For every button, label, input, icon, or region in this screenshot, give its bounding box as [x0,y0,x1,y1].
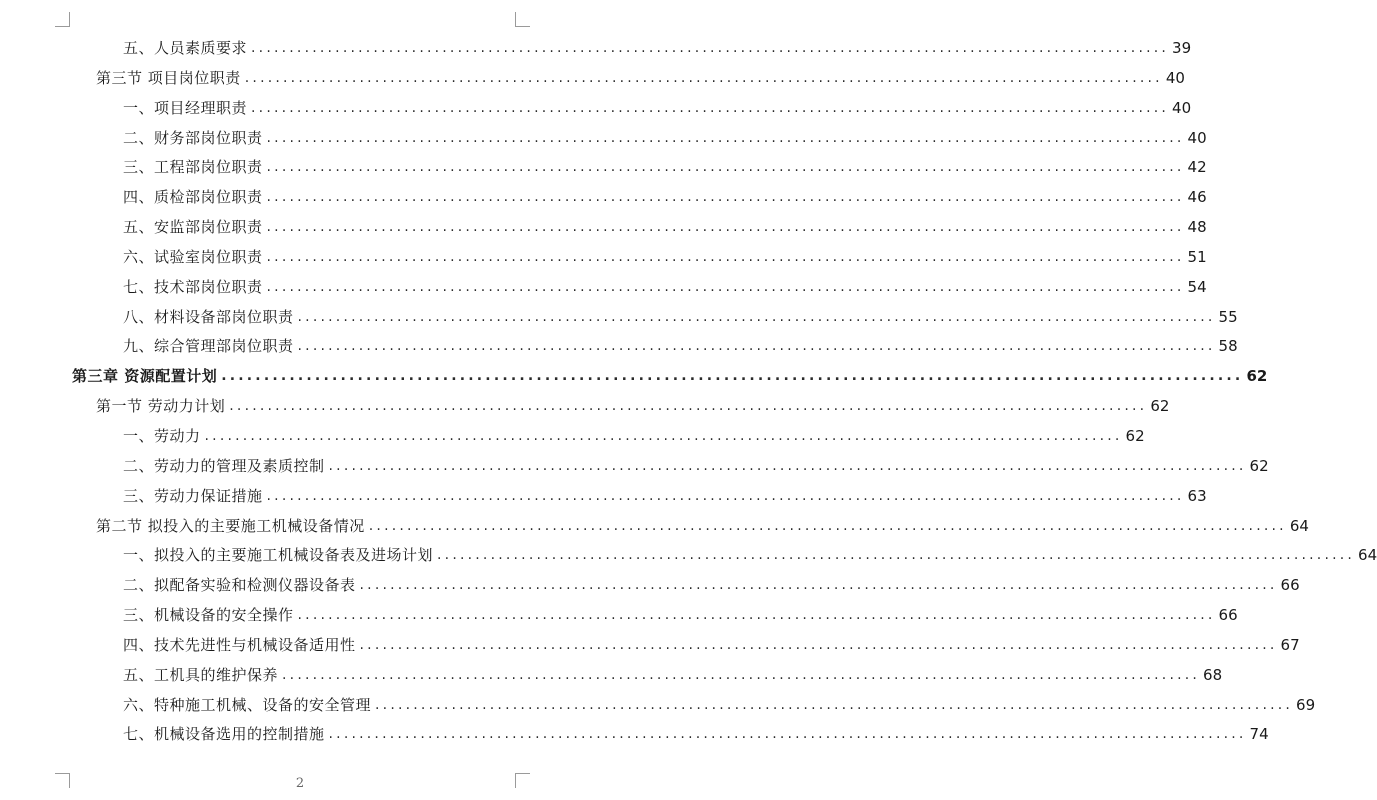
toc-entry-page: 51 [1187,247,1207,266]
toc-entry-page: 40 [1187,128,1207,147]
toc-entry[interactable] [72,303,1238,333]
toc-entry-page: 63 [1187,486,1207,505]
toc-entry-page: 46 [1187,188,1207,207]
toc-dot-leader: ........................................................................................................................ [266,159,1185,176]
toc-entry[interactable] [72,362,1268,392]
page-number: 2 [295,776,305,791]
toc-entry[interactable] [72,601,1238,631]
toc-entry-page: 58 [1218,337,1238,356]
toc-entry-page: 62 [1125,426,1145,445]
toc-entry[interactable] [72,482,1207,512]
toc-entry-page: 42 [1187,158,1207,177]
toc-entry-title: 三、工程部岗位职责 [123,158,263,177]
toc-entry-page: 48 [1187,218,1207,237]
toc-entry[interactable] [72,452,1269,482]
toc-dot-leader: ........................................................................................................................ [437,547,1356,564]
toc-entry-page: 39 [1172,39,1192,57]
toc-dot-leader: ........................................................................................................................ [368,517,1287,534]
toc-entry[interactable] [72,153,1207,183]
toc-dot-leader: ........................................................................................................................ [297,607,1216,624]
toc-dot-leader: ........................................................................................................................ [251,99,1170,116]
toc-dot-leader: ........................................................................................................................ [297,338,1216,355]
toc-entry-title: 一、劳动力 [123,426,201,445]
toc-entry-title: 八、材料设备部岗位职责 [123,307,294,326]
toc-entry[interactable] [72,392,1170,422]
toc-entry[interactable] [72,94,1192,124]
toc-entry-title: 五、工机具的维护保养 [123,665,279,684]
toc-dot-leader: ........................................................................................................................ [266,248,1185,265]
toc-dot-leader: ........................................................................................................................ [328,726,1247,743]
toc-dot-leader: ........................................................................................................................ [266,487,1185,504]
toc-entry-page: 62 [1246,367,1268,386]
table-of-contents [0,34,1377,750]
toc-dot-leader: ........................................................................................................................ [266,278,1185,295]
toc-entry[interactable] [72,512,1309,542]
toc-entry-title: 七、机械设备选用的控制措施 [123,725,325,744]
toc-dot-leader: ........................................................................................................................ [266,189,1185,206]
toc-entry[interactable] [72,661,1223,691]
toc-dot-leader: ........................................................................................................................ [359,636,1278,653]
toc-dot-leader: ........................................................................................................................ [359,577,1278,594]
toc-entry[interactable] [72,64,1185,94]
toc-entry-title: 七、技术部岗位职责 [123,277,263,296]
crop-mark-top-left [55,12,70,27]
toc-entry-page: 69 [1296,695,1316,714]
toc-entry-page: 54 [1187,277,1207,296]
toc-entry-title: 三、机械设备的安全操作 [123,606,294,625]
toc-dot-leader: ........................................................................................................................ [221,368,1244,385]
toc-entry-page: 55 [1218,307,1238,326]
toc-dot-leader: ........................................................................................................................ [297,308,1216,325]
toc-entry[interactable] [72,691,1316,721]
toc-entry-title: 二、劳动力的管理及素质控制 [123,456,325,475]
toc-entry[interactable] [72,183,1207,213]
toc-entry-title: 二、财务部岗位职责 [123,128,263,147]
toc-entry-page: 66 [1218,606,1238,625]
toc-entry-title: 六、特种施工机械、设备的安全管理 [123,695,372,714]
toc-entry-title: 第三章 资源配置计划 [72,367,218,386]
toc-entry-title: 第一节 劳动力计划 [96,397,226,416]
toc-entry-title: 第三节 项目岗位职责 [96,68,241,87]
toc-entry-title: 四、质检部岗位职责 [123,188,263,207]
toc-entry-title: 二、拟配备实验和检测仪器设备表 [123,576,356,595]
toc-entry-title: 第二节 拟投入的主要施工机械设备情况 [96,516,365,535]
toc-entry-title: 一、拟投入的主要施工机械设备表及进场计划 [123,546,434,565]
toc-entry-page: 66 [1280,576,1300,595]
toc-dot-leader: ........................................................................................................................ [375,696,1294,713]
toc-entry[interactable] [72,273,1207,303]
toc-entry[interactable] [72,34,1192,64]
toc-entry[interactable] [72,571,1300,601]
toc-entry-title: 四、技术先进性与机械设备适用性 [123,635,356,654]
toc-entry-title: 五、人员素质要求 [123,39,248,57]
toc-entry-page: 40 [1165,68,1185,87]
toc-dot-leader: ........................................................................................................................ [328,457,1247,474]
crop-mark-top-right [515,12,530,27]
toc-entry[interactable] [72,213,1207,243]
toc-dot-leader: ........................................................................................................................ [266,219,1185,236]
toc-entry-title: 三、劳动力保证措施 [123,486,263,505]
toc-entry-page: 64 [1358,546,1377,565]
toc-entry-title: 六、试验室岗位职责 [123,247,263,266]
toc-entry-title: 一、项目经理职责 [123,98,248,117]
toc-entry[interactable] [72,332,1238,362]
toc-entry-page: 74 [1249,725,1269,744]
toc-entry[interactable] [72,124,1207,154]
toc-dot-leader: ........................................................................................................................ [229,398,1148,415]
toc-dot-leader: ........................................................................................................................ [204,427,1123,444]
toc-entry-page: 67 [1280,635,1300,654]
toc-entry[interactable] [72,243,1207,273]
toc-entry-title: 五、安监部岗位职责 [123,218,263,237]
toc-entry[interactable] [72,541,1377,571]
toc-entry-page: 62 [1150,397,1170,416]
toc-dot-leader: ........................................................................................................................ [251,40,1170,56]
toc-dot-leader: ........................................................................................................................ [244,69,1163,86]
toc-entry[interactable] [72,422,1145,452]
toc-entry-page: 40 [1172,98,1192,117]
toc-dot-leader: ........................................................................................................................ [266,129,1185,146]
toc-entry-page: 64 [1289,516,1309,535]
toc-entry-page: 62 [1249,456,1269,475]
toc-dot-leader: ........................................................................................................................ [282,666,1201,683]
toc-entry-page: 68 [1203,665,1223,684]
toc-entry-title: 九、综合管理部岗位职责 [123,337,294,356]
toc-entry[interactable] [72,631,1300,661]
toc-entry[interactable] [72,720,1269,750]
